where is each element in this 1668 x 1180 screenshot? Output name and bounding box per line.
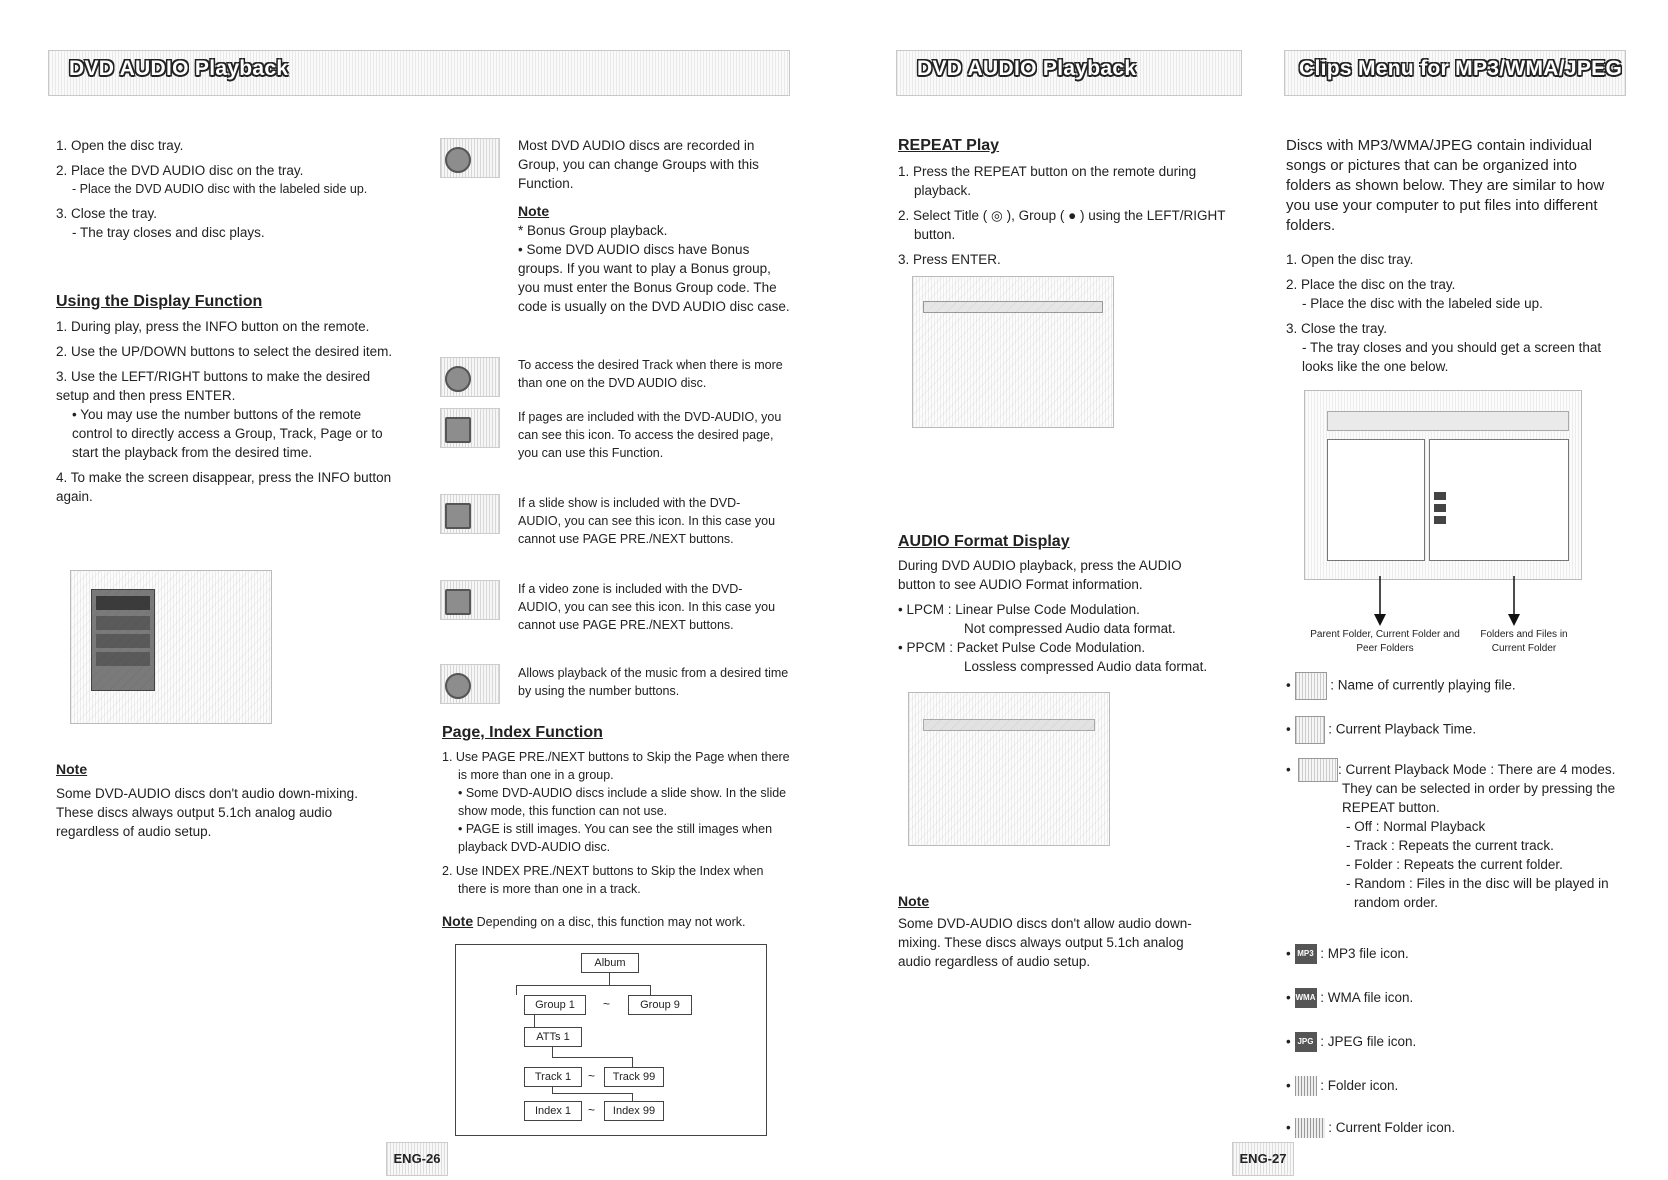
clips-top-bar bbox=[1327, 411, 1569, 431]
index-1-box: Index 1 bbox=[524, 1101, 582, 1121]
page-note-text: Depending on a disc, this function may not work. bbox=[476, 915, 746, 929]
group-icon-text: Most DVD AUDIO discs are recorded in Group, you can change Groups with this Function. bbox=[518, 138, 759, 191]
page-index-step-2: 2. Use INDEX PRE./NEXT buttons to Skip the Index when there is more than one in a track. bbox=[442, 864, 764, 896]
clips-intro: Discs with MP3/WMA/JPEG contain individual songs or pictures that can be organized into folders as shown below. They are similar to how you use your computer to put files into different folders. bbox=[1286, 137, 1605, 234]
mode-folder: - Folder : Repeats the current folder. bbox=[1346, 857, 1563, 872]
mode-random: - Random : Files in the disc will be played in random order. bbox=[1346, 876, 1609, 910]
hierarchy-diagram bbox=[455, 944, 767, 1136]
display-step-3: 3. Use the LEFT/RIGHT buttons to make the desired setup and then press ENTER. bbox=[56, 369, 371, 403]
index-99-box: Index 99 bbox=[604, 1101, 664, 1121]
folder-icon-text: : Folder icon. bbox=[1320, 1078, 1399, 1093]
step-3-sub: - The tray closes and disc plays. bbox=[72, 225, 265, 240]
playback-time-item: • : Current Playback Time. bbox=[1286, 716, 1616, 744]
display-step-1: 1. During play, press the INFO button on the remote. bbox=[56, 319, 370, 334]
group-icon bbox=[440, 138, 500, 178]
jpeg-icon-text: : JPEG file icon. bbox=[1320, 1034, 1417, 1049]
right-note-heading: Note bbox=[898, 893, 930, 909]
right-page-number: ENG-27 bbox=[1232, 1142, 1294, 1176]
repeat-steps bbox=[898, 162, 1228, 269]
playing-file-icon bbox=[1295, 672, 1327, 700]
page-note bbox=[442, 912, 792, 931]
audio-format-list bbox=[898, 600, 1238, 676]
audio-osd-bar bbox=[923, 719, 1095, 731]
step-2-sub: - Place the DVD AUDIO disc with the labeled side up. bbox=[72, 182, 368, 196]
audio-format-intro: During DVD AUDIO playback, press the AUDIO button to see AUDIO Format information. bbox=[898, 558, 1182, 592]
mp3-icon-text: : MP3 file icon. bbox=[1320, 946, 1409, 961]
caption-right: Folders and Files in Current Folder bbox=[1480, 629, 1568, 654]
left-page-title: DVD AUDIO Playback bbox=[69, 57, 289, 80]
group-note-heading: Note bbox=[518, 203, 550, 219]
folder-panel bbox=[1327, 439, 1425, 561]
page-index-step-1-sub-b: • PAGE is still images. You can see the still images when playback DVD-AUDIO disc. bbox=[458, 822, 773, 854]
mode-off: - Off : Normal Playback bbox=[1346, 819, 1486, 834]
current-folder-icon-item: • : Current Folder icon. bbox=[1286, 1118, 1455, 1138]
page-index-step-1: 1. Use PAGE PRE./NEXT buttons to Skip the Page when there is more than one in a group. bbox=[442, 750, 790, 782]
audio-format-screenshot bbox=[908, 692, 1110, 846]
page-index-step-1-sub-a: • Some DVD-AUDIO discs include a slide show. In the slide show mode, this function can not use. bbox=[458, 786, 787, 818]
playback-mode-icon bbox=[1298, 758, 1338, 782]
jpeg-file-icon: JPG bbox=[1295, 1032, 1317, 1052]
repeat-screenshot bbox=[912, 276, 1114, 428]
repeat-heading: REPEAT Play bbox=[898, 137, 1000, 154]
playing-file-item: • : Name of currently playing file. bbox=[1286, 672, 1616, 700]
clips-step-3: 3. Close the tray. bbox=[1286, 321, 1388, 336]
album-box: Album bbox=[581, 953, 639, 973]
left-note-text: Some DVD-AUDIO discs don't audio down-mixing. These discs always output 5.1ch analog audio regardless of audio setup. bbox=[56, 786, 358, 839]
video-zone-icon-text: If a video zone is included with the DVD-AUDIO, you can see this icon. In this case you cannot use PAGE PRE./NEXT buttons. bbox=[518, 582, 776, 632]
clips-step-1: 1. Open the disc tray. bbox=[1286, 252, 1414, 267]
group-1-box: Group 1 bbox=[524, 995, 586, 1015]
clips-steps bbox=[1286, 250, 1622, 376]
left-page-banner bbox=[48, 50, 790, 96]
group-range-tilde: ~ bbox=[603, 997, 611, 1011]
playing-file-text: : Name of currently playing file. bbox=[1330, 677, 1516, 693]
group-note-text bbox=[518, 221, 790, 316]
track-99-box: Track 99 bbox=[604, 1067, 664, 1087]
page-icon-text: If pages are included with the DVD-AUDIO, you can see this icon. To access the desired page, you can use this Function. bbox=[518, 410, 782, 460]
clips-step-2: 2. Place the disc on the tray. bbox=[1286, 277, 1456, 292]
repeat-osd-bar bbox=[923, 301, 1103, 313]
lpcm-line: • LPCM : Linear Pulse Code Modulation. bbox=[898, 602, 1140, 617]
group-note-line-2: • Some DVD AUDIO discs have Bonus groups. If you want to play a Bonus group, you must enter the Bonus Group code. The code is usually on the DVD AUDIO disc case. bbox=[518, 242, 790, 314]
index-range-tilde: ~ bbox=[588, 1103, 596, 1117]
time-icon bbox=[440, 664, 500, 704]
page-index-steps bbox=[442, 748, 792, 898]
display-step-4: 4. To make the screen disappear, press the INFO button again. bbox=[56, 470, 392, 504]
wma-icon-item: • WMA : WMA file icon. bbox=[1286, 988, 1413, 1008]
mode-track: - Track : Repeats the current track. bbox=[1346, 838, 1554, 853]
video-zone-icon bbox=[440, 580, 500, 620]
group-note-line-1: * Bonus Group playback. bbox=[518, 223, 668, 238]
ppcm-desc: Lossless compressed Audio data format. bbox=[964, 659, 1208, 674]
track-range-tilde: ~ bbox=[588, 1069, 596, 1083]
display-step-2: 2. Use the UP/DOWN buttons to select the desired item. bbox=[56, 344, 393, 359]
repeat-step-1: 1. Press the REPEAT button on the remote during playback. bbox=[898, 164, 1197, 198]
display-function-steps bbox=[56, 317, 404, 506]
group-9-box: Group 9 bbox=[628, 995, 692, 1015]
playback-mode-item: • : Current Playback Mode : There are 4 modes. They can be selected in order by pressing the REPEAT button. - Off : Normal Playback - Track : Repeats the current track. - Folder : Repeats the current folder. - Random : Files in the disc will be played in random order. bbox=[1286, 760, 1622, 912]
step-1: 1. Open the disc tray. bbox=[56, 138, 184, 153]
wma-file-icon: WMA bbox=[1295, 988, 1317, 1008]
jpeg-icon-item: • JPG : JPEG file icon. bbox=[1286, 1032, 1416, 1052]
track-icon bbox=[440, 357, 500, 397]
playback-time-text: : Current Playback Time. bbox=[1328, 721, 1477, 737]
info-menu-panel bbox=[91, 589, 155, 691]
left-note-heading: Note bbox=[56, 761, 88, 777]
current-folder-icon bbox=[1295, 1118, 1325, 1138]
caption-arrows bbox=[1300, 576, 1580, 628]
page-note-label: Note bbox=[442, 913, 474, 929]
file-panel bbox=[1429, 439, 1569, 561]
wma-icon-text: : WMA file icon. bbox=[1320, 990, 1414, 1005]
slide-show-icon bbox=[440, 494, 500, 534]
clips-menu-screenshot bbox=[1304, 390, 1582, 580]
left-steps bbox=[56, 136, 396, 242]
clips-banner bbox=[1284, 50, 1626, 96]
right-page-title: DVD AUDIO Playback bbox=[917, 57, 1137, 80]
page-icon bbox=[440, 408, 500, 448]
mp3-file-icon: MP3 bbox=[1295, 944, 1317, 964]
lpcm-desc: Not compressed Audio data format. bbox=[964, 621, 1176, 636]
folder-icon bbox=[1295, 1076, 1317, 1096]
left-page-number: ENG-26 bbox=[386, 1142, 448, 1176]
playback-mode-text: : Current Playback Mode : There are 4 modes. They can be selected in order by pressing the REPEAT button. bbox=[1338, 762, 1616, 815]
info-display-screenshot bbox=[70, 570, 272, 724]
track-icon-text: To access the desired Track when there is more than one on the DVD AUDIO disc. bbox=[518, 358, 783, 390]
page-index-heading: Page, Index Function bbox=[442, 724, 603, 741]
current-folder-icon-text: : Current Folder icon. bbox=[1328, 1120, 1456, 1135]
ppcm-line: • PPCM : Packet Pulse Code Modulation. bbox=[898, 640, 1146, 655]
time-icon-text: Allows playback of the music from a desired time by using the number buttons. bbox=[518, 666, 789, 698]
caption-left: Parent Folder, Current Folder and Peer Folders bbox=[1310, 629, 1460, 654]
display-step-3-sub: • You may use the number buttons of the remote control to directly access a Group, Track, Page or to start the playback from the desired time. bbox=[72, 407, 383, 460]
clips-step-3-sub: - The tray closes and you should get a screen that looks like the one below. bbox=[1302, 340, 1602, 374]
right-page-banner bbox=[896, 50, 1242, 96]
repeat-step-3: 3. Press ENTER. bbox=[898, 252, 1001, 267]
step-2: 2. Place the DVD AUDIO disc on the tray. bbox=[56, 163, 304, 178]
step-3: 3. Close the tray. bbox=[56, 206, 158, 221]
audio-format-heading: AUDIO Format Display bbox=[898, 533, 1070, 550]
playback-time-icon bbox=[1295, 716, 1325, 744]
clips-title: Clips Menu for MP3/WMA/JPEG bbox=[1299, 57, 1623, 80]
repeat-step-2: 2. Select Title ( ◎ ), Group ( ● ) using the LEFT/RIGHT button. bbox=[898, 208, 1226, 242]
folder-icon-item: • : Folder icon. bbox=[1286, 1076, 1398, 1096]
atts-box: ATTs 1 bbox=[524, 1027, 582, 1047]
mp3-icon-item: • MP3 : MP3 file icon. bbox=[1286, 944, 1409, 964]
track-1-box: Track 1 bbox=[524, 1067, 582, 1087]
slide-show-icon-text: If a slide show is included with the DVD-AUDIO, you can see this icon. In this case you cannot use PAGE PRE./NEXT buttons. bbox=[518, 496, 776, 546]
clips-step-2-sub: - Place the disc with the labeled side up. bbox=[1302, 296, 1543, 311]
right-note-text: Some DVD-AUDIO discs don't allow audio down-mixing. These discs always output 5.1ch analog audio regardless of audio setup. bbox=[898, 916, 1192, 969]
display-function-heading: Using the Display Function bbox=[56, 293, 263, 310]
